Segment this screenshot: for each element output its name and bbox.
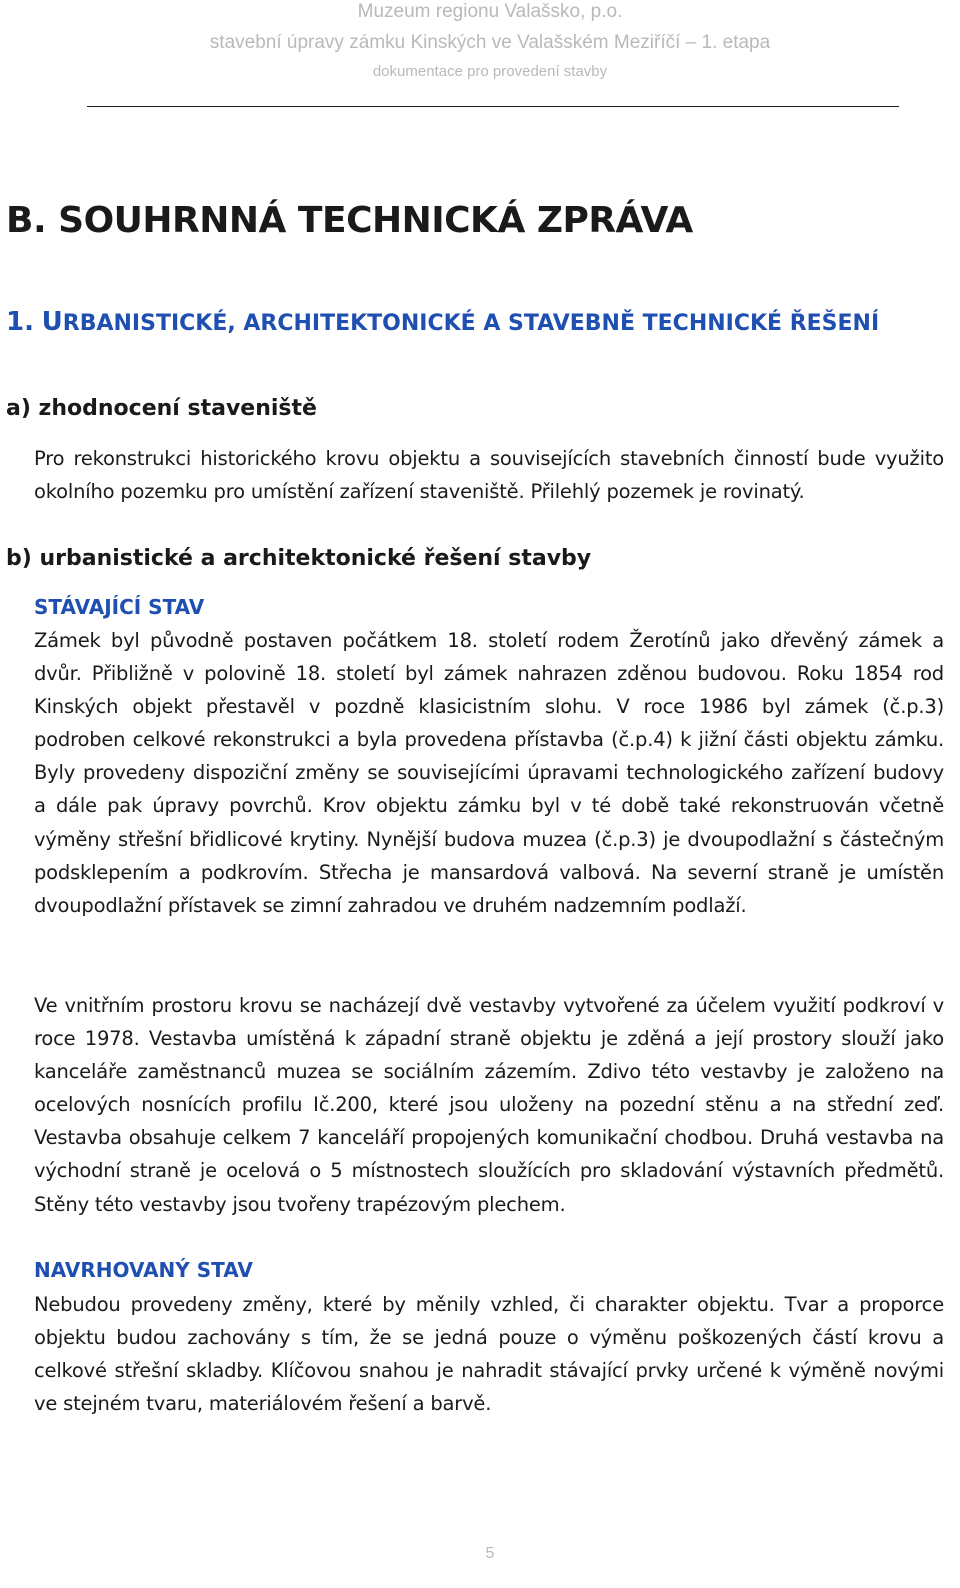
section-1-title-rest: RBANISTICKÉ, ARCHITEKTONICKÉ A STAVEBNĚ TECHNICKÉ ŘEŠENÍ [62,311,880,336]
existing-state-text-2: Ve vnitřním prostoru krovu se nacházejí dvě vestavby vytvořené za účelem využití podkroví v roce 1978. Vestavba umístěná k západní straně objektu je zděná a její prostory slouží jako kanceláře zaměstnanců muzea se sociálním zázemím. Zdivo této vestavby je založeno na ocelových nosnících profilu Ič.200, které jsou uloženy na pozední stěnu a na střední zeď. Vestavba obsahuje celkem 7 kanceláří propojených komunikační chodbou. Druhá vestavba na východní straně je ocelová o 5 místnostech sloužících pro skladování výstavních předmětů. Stěny této vestavby jsou tvořeny trapézovým plechem. [34,994,944,1216]
header-divider [87,106,899,107]
section-1-title-initial: U [41,307,63,337]
page-number: 5 [485,1545,495,1562]
header-organization: Muzeum regionu Valašsko, p.o. [357,1,623,22]
header-project: stavební úpravy zámku Kinských ve Valašském Meziříčí – 1. etapa [209,32,771,53]
existing-state-label: STÁVAJÍCÍ STAV [34,595,205,619]
subsection-b-heading: b) urbanistické a architektonické řešení stavby [6,546,592,571]
proposed-state-text: Nebudou provedeny změny, které by měnily vzhled, či charakter objektu. Tvar a proporce objektu budou zachovány s tím, že se jedná pouze o výměnu poškozených částí krovu a celkové střešní skladby. Klíčovou snahou je nahradit stávající prvky určené k výměně novými ve stejném tvaru, materiálovém řešení a barvě. [34,1293,944,1416]
document-title: B. SOUHRNNÁ TECHNICKÁ ZPRÁVA [6,200,693,241]
subsection-a-text: Pro rekonstrukci historického krovu objektu a souvisejících stavebních činností bude využito okolního pozemku pro umístění zařízení staveniště. Přilehlý pozemek je rovinatý. [34,447,944,504]
section-1-title [6,306,879,340]
header-doc-type: dokumentace pro provedení stavby [372,63,608,80]
subsection-a-heading: a) zhodnocení staveniště [6,396,317,421]
section-1-number: 1. [6,307,34,337]
existing-state-text-1: Zámek byl původně postaven počátkem 18. století rodem Žerotínů jako dřevěný zámek a dvůr. Přibližně v polovině 18. století byl zámek nahrazen zděnou budovou. Roku 1854 rod Kinských objekt přestavěl v pozdně klasicistním slohu. V roce 1986 byl zámek (č.p.3) podroben celkové rekonstrukci a byla provedena přístavba (č.p.4) k jižní části objektu zámku. Byly provedeny dispoziční změny se souvisejícími úpravami technologického zařízení budovy a dále pak úpravy povrchů. Krov objektu zámku byl v té době také rekonstruován včetně výměny střešní břidlicové krytiny. Nynější budova muzea (č.p.3) je dvoupodlažní s částečným podsklepením a podkrovím. Střecha je mansardová valbová. Na severní straně je umístěn dvoupodlažní přístavek se zimní zahradou ve druhém nadzemním podlaží. [34,629,944,917]
proposed-state-label: NAVRHOVANÝ STAV [34,1258,253,1282]
